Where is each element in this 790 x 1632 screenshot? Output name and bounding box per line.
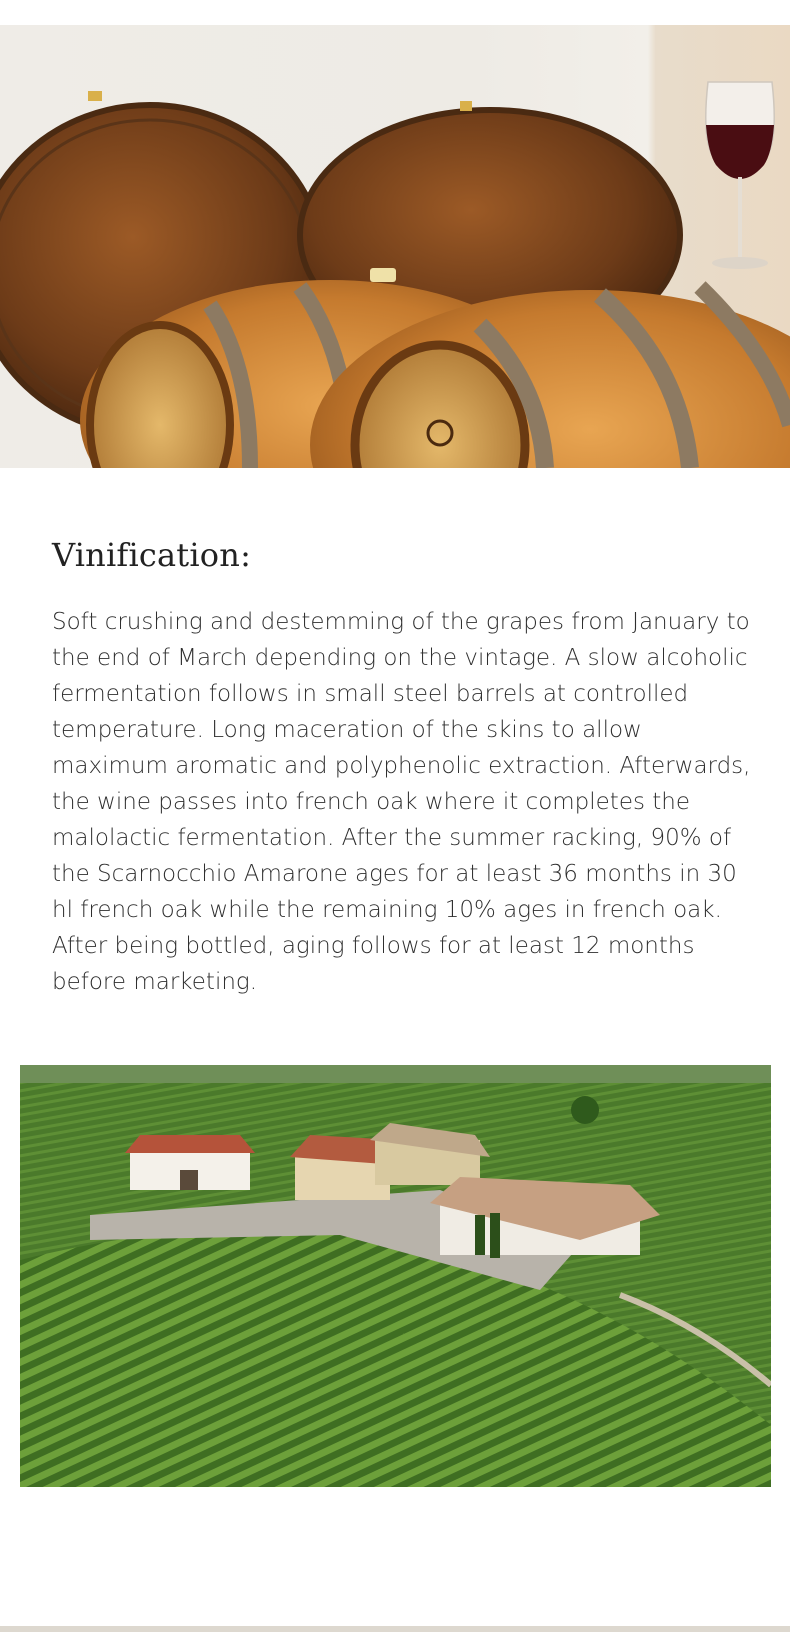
vinification-title: Vinification:	[52, 536, 252, 574]
vineyard-illustration	[20, 1065, 771, 1487]
vinification-description: Soft crushing and destemming of the grapes from January to the end of March depending on the vintage. A slow alcoholic fermentation follows in small steel barrels at controlled temperature. Long maceration of the skins to allow maximum aromatic and polyphenolic extraction. Afterwards, the wine passes into french oak where it completes the malolactic fermentation. After the summer racking, 90% of the Scarnocchio Amarone ages for at least 36 months in 30 hl french oak while the remaining 10% ages in french oak. After being bottled, aging follows for at least 12 months before marketing.	[52, 609, 751, 995]
footer-divider	[0, 1626, 790, 1632]
villa-building	[125, 1135, 255, 1190]
hero-image-wine-barrels	[0, 25, 790, 468]
barrels-illustration	[0, 25, 790, 468]
estate-image-aerial-vineyard	[20, 1065, 771, 1487]
